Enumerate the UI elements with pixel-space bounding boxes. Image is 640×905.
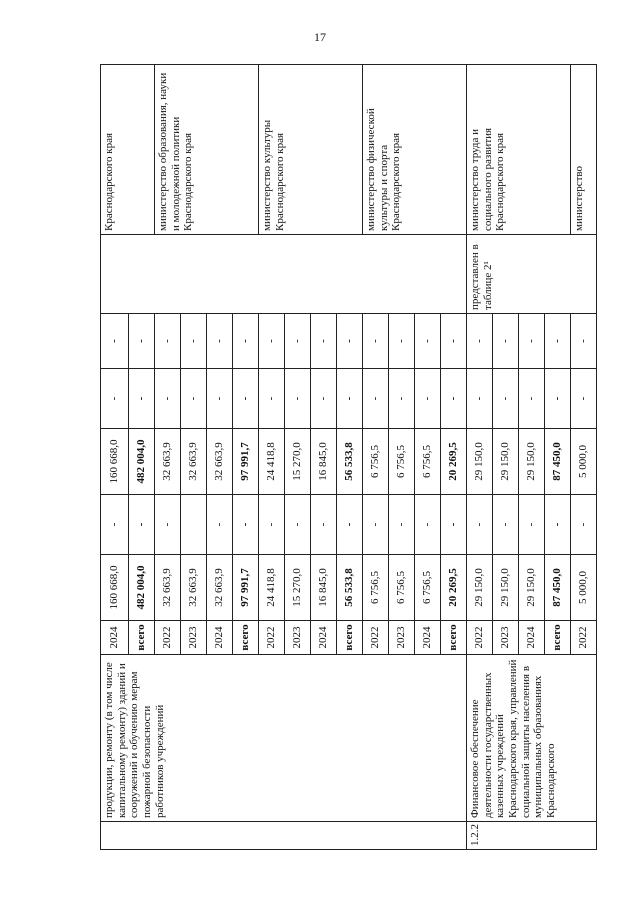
year-cell: 2024 (101, 621, 129, 655)
year-cell: 2022 (259, 621, 285, 655)
table-row (101, 65, 129, 850)
value-cell: 87 450,0 (545, 555, 571, 621)
result-reference-cell (101, 235, 467, 314)
executor-cell: Краснодарского края (101, 65, 155, 235)
value-cell: - (129, 314, 155, 369)
value-cell: - (571, 369, 597, 429)
value-cell: 160 668,0 (101, 555, 129, 621)
year-cell: всего (129, 621, 155, 655)
value-cell: - (519, 314, 545, 369)
value-cell: - (571, 495, 597, 555)
value-cell: 482 004,0 (129, 429, 155, 495)
executor-cell: министерство (571, 65, 597, 235)
value-cell: 32 663,9 (181, 429, 207, 495)
executor-cell: министерство образования, науки и молодежной политики Краснодарского края (155, 65, 259, 235)
executor-cell: министерство культуры Краснодарского края (259, 65, 363, 235)
year-cell: 2024 (519, 621, 545, 655)
program-table (100, 64, 597, 850)
year-cell: 2024 (311, 621, 337, 655)
value-cell: - (181, 369, 207, 429)
value-cell: - (181, 314, 207, 369)
value-cell: - (207, 314, 233, 369)
result-reference-cell: представлен в таблице 2¹ (467, 235, 597, 314)
value-cell: 5 000,0 (571, 555, 597, 621)
year-cell: 2022 (467, 621, 493, 655)
value-cell: - (363, 314, 389, 369)
value-cell: - (441, 314, 467, 369)
executor-cell: министерство физической культуры и спорта Краснодарского края (363, 65, 467, 235)
year-cell: всего (233, 621, 259, 655)
description-cell: продукции, ремонту (в том числе капитальному ремонту) зданий и сооружений и обучению мерам пожарной безопасности работников учреждений (101, 655, 467, 822)
rotated-table-container (100, 65, 590, 850)
value-cell: - (545, 495, 571, 555)
value-cell: - (493, 369, 519, 429)
value-cell: 32 663,9 (207, 555, 233, 621)
table-body (101, 65, 597, 850)
value-cell: 29 150,0 (519, 429, 545, 495)
value-cell: - (337, 369, 363, 429)
value-cell: 20 269,5 (441, 555, 467, 621)
year-cell: 2022 (155, 621, 181, 655)
value-cell: 24 418,8 (259, 555, 285, 621)
value-cell: 29 150,0 (493, 555, 519, 621)
value-cell: 15 270,0 (285, 555, 311, 621)
value-cell: - (389, 495, 415, 555)
value-cell: - (545, 369, 571, 429)
value-cell: - (285, 314, 311, 369)
value-cell: - (155, 314, 181, 369)
value-cell: 6 756,5 (363, 429, 389, 495)
value-cell: - (129, 369, 155, 429)
value-cell: - (363, 369, 389, 429)
value-cell: 6 756,5 (415, 555, 441, 621)
value-cell: 32 663,9 (207, 429, 233, 495)
value-cell: 16 845,0 (311, 429, 337, 495)
value-cell: - (467, 495, 493, 555)
value-cell: - (285, 495, 311, 555)
value-cell: 87 450,0 (545, 429, 571, 495)
year-cell: 2023 (389, 621, 415, 655)
year-cell: всего (337, 621, 363, 655)
value-cell: - (101, 314, 129, 369)
value-cell: - (259, 495, 285, 555)
value-cell: - (363, 495, 389, 555)
value-cell: 160 668,0 (101, 429, 129, 495)
value-cell: 24 418,8 (259, 429, 285, 495)
value-cell: - (101, 495, 129, 555)
value-cell: 29 150,0 (493, 429, 519, 495)
value-cell: 6 756,5 (415, 429, 441, 495)
value-cell: 56 533,8 (337, 429, 363, 495)
value-cell: - (467, 314, 493, 369)
year-cell: всего (545, 621, 571, 655)
value-cell: 97 991,7 (233, 555, 259, 621)
value-cell: - (155, 369, 181, 429)
year-cell: 2023 (493, 621, 519, 655)
table-row (467, 65, 493, 850)
value-cell: 482 004,0 (129, 555, 155, 621)
year-cell: 2023 (285, 621, 311, 655)
value-cell: - (441, 369, 467, 429)
value-cell: - (389, 369, 415, 429)
value-cell: 97 991,7 (233, 429, 259, 495)
table-viewport (100, 65, 590, 850)
year-cell: 2022 (363, 621, 389, 655)
value-cell: - (155, 495, 181, 555)
value-cell: - (207, 495, 233, 555)
item-number-cell (101, 822, 467, 850)
value-cell: - (129, 495, 155, 555)
value-cell: - (415, 495, 441, 555)
value-cell: - (493, 314, 519, 369)
year-cell: всего (441, 621, 467, 655)
value-cell: 20 269,5 (441, 429, 467, 495)
value-cell: 29 150,0 (467, 555, 493, 621)
value-cell (181, 495, 207, 555)
value-cell: - (519, 495, 545, 555)
value-cell: 32 663,9 (181, 555, 207, 621)
value-cell: - (311, 495, 337, 555)
value-cell: - (233, 369, 259, 429)
executor-cell: министерство труда и социального развития Краснодарского края (467, 65, 571, 235)
item-number-cell: 1.2.2 (467, 822, 597, 850)
value-cell: - (545, 314, 571, 369)
value-cell: 6 756,5 (389, 429, 415, 495)
value-cell: - (285, 369, 311, 429)
value-cell: - (233, 495, 259, 555)
value-cell: - (467, 369, 493, 429)
description-cell: Финансовое обеспечение деятельности государственных казенных учреждений Краснодарского края, управлений социальной защиты населения в муниципальных образованиях Краснодарского (467, 655, 597, 822)
value-cell: 15 270,0 (285, 429, 311, 495)
value-cell: - (441, 495, 467, 555)
value-cell: - (337, 495, 363, 555)
value-cell: 6 756,5 (363, 555, 389, 621)
value-cell: 56 533,8 (337, 555, 363, 621)
value-cell: 16 845,0 (311, 555, 337, 621)
value-cell: 6 756,5 (389, 555, 415, 621)
year-cell: 2024 (207, 621, 233, 655)
value-cell: - (207, 369, 233, 429)
value-cell: - (311, 314, 337, 369)
value-cell: - (389, 314, 415, 369)
value-cell: - (519, 369, 545, 429)
value-cell: - (101, 369, 129, 429)
value-cell: - (259, 314, 285, 369)
value-cell: 5 000,0 (571, 429, 597, 495)
value-cell: - (337, 314, 363, 369)
value-cell: - (311, 369, 337, 429)
year-cell: 2023 (181, 621, 207, 655)
value-cell: - (415, 369, 441, 429)
year-cell: 2022 (571, 621, 597, 655)
value-cell: 29 150,0 (467, 429, 493, 495)
value-cell: - (493, 495, 519, 555)
value-cell: - (233, 314, 259, 369)
value-cell: - (415, 314, 441, 369)
value-cell: - (571, 314, 597, 369)
value-cell: 29 150,0 (519, 555, 545, 621)
value-cell: 32 663,9 (155, 429, 181, 495)
value-cell: 32 663,9 (155, 555, 181, 621)
value-cell: - (259, 369, 285, 429)
year-cell: 2024 (415, 621, 441, 655)
page-number: 17 (314, 30, 326, 44)
